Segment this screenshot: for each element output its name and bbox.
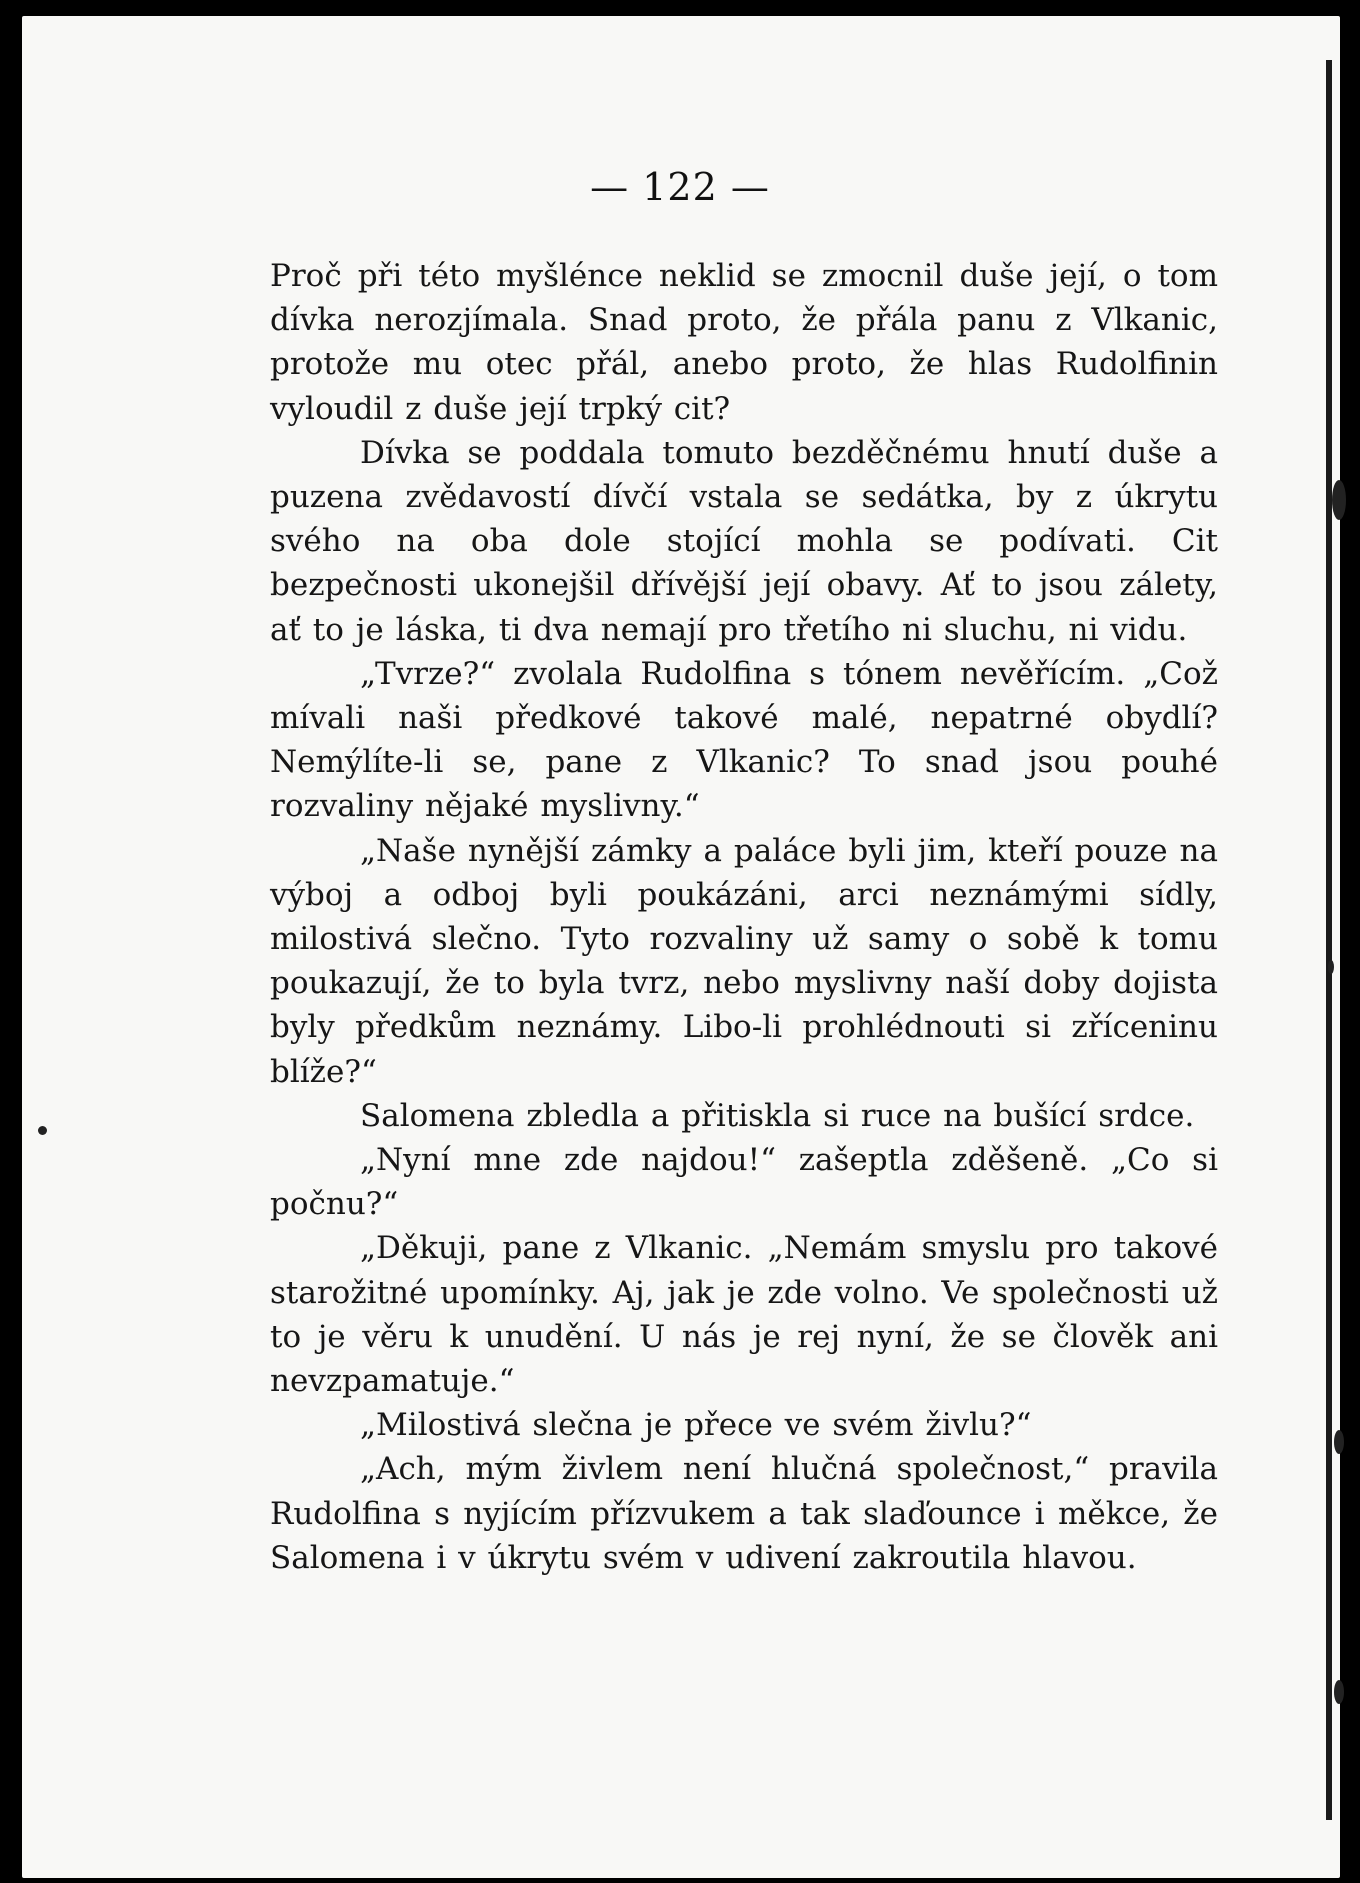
binding-mark	[1334, 1680, 1344, 1704]
paragraph: „Děkuji, pane z Vlkanic. „Nemám smyslu pro takové starožitné upomínky. Aj, jak je zde volno. Ve společnosti už to je věru k unudění. U nás je rej nyní, že se člověk ani nevzpamatuje.“	[270, 1230, 1218, 1400]
binding-mark	[1334, 1430, 1344, 1454]
paragraph: „Milostivá slečna je přece ve svém živlu?“	[360, 1407, 1032, 1444]
paragraph: „Tvrze?“ zvolala Rudolfina s tónem nevěřícím. „Což mívali naši předkové takové malé, nepatrné obydlí? Nemýlíte-li se, pane z Vlkanic? To snad jsou pouhé rozvaliny nějaké myslivny.“	[270, 655, 1218, 825]
paragraph: Proč při této myšlénce neklid se zmocnil duše její, o tom dívka nerozjímala. Snad proto, že přála panu z Vlkanic, protože mu otec přál, anebo proto, že hlas Rudolfinin vyloudil z duše její trpký cit?	[270, 258, 1218, 427]
body-text	[270, 254, 1218, 1580]
ink-speck	[1328, 960, 1334, 974]
paragraph: „Nyní mne zde najdou!“ zašeptla zděšeně. „Co si počnu?“	[270, 1142, 1218, 1223]
paragraph: Dívka se poddala tomuto bezděčnému hnutí duše a puzena zvědavostí dívčí vstala se sedátka, by z úkrytu svého na oba dole stojící mohla se podívati. Cit bezpečnosti ukonejšil dřívější její obavy. Ať to jsou zálety, ať to je láska, ti dva nemají pro třetího ni sluchu, ni vidu.	[270, 434, 1218, 648]
ink-speck	[38, 1126, 47, 1135]
paragraph: „Ach, mým živlem není hlučná společnost,“ pravila Rudolfina s nyjícím přízvukem a tak slaďounce i měkce, že Salomena i v úkrytu svém v udivení zakroutila hlavou.	[270, 1451, 1218, 1576]
paragraph: „Naše nynější zámky a paláce byli jim, kteří pouze na výboj a odboj byli poukázáni, arci neznámými sídly, milostivá slečno. Tyto rozvaliny už samy o sobě k tomu poukazují, že to byla tvrz, nebo myslivny naší doby dojista byly předkům neznámy. Libo-li prohlédnouti si zříceninu blíže?“	[270, 832, 1218, 1090]
binding-mark	[1332, 480, 1346, 520]
page-edge-shadow	[1326, 60, 1332, 1820]
paragraph: Salomena zbledla a přitiskla si ruce na bušící srdce.	[360, 1097, 1195, 1134]
page-number: — 122 —	[590, 165, 770, 209]
